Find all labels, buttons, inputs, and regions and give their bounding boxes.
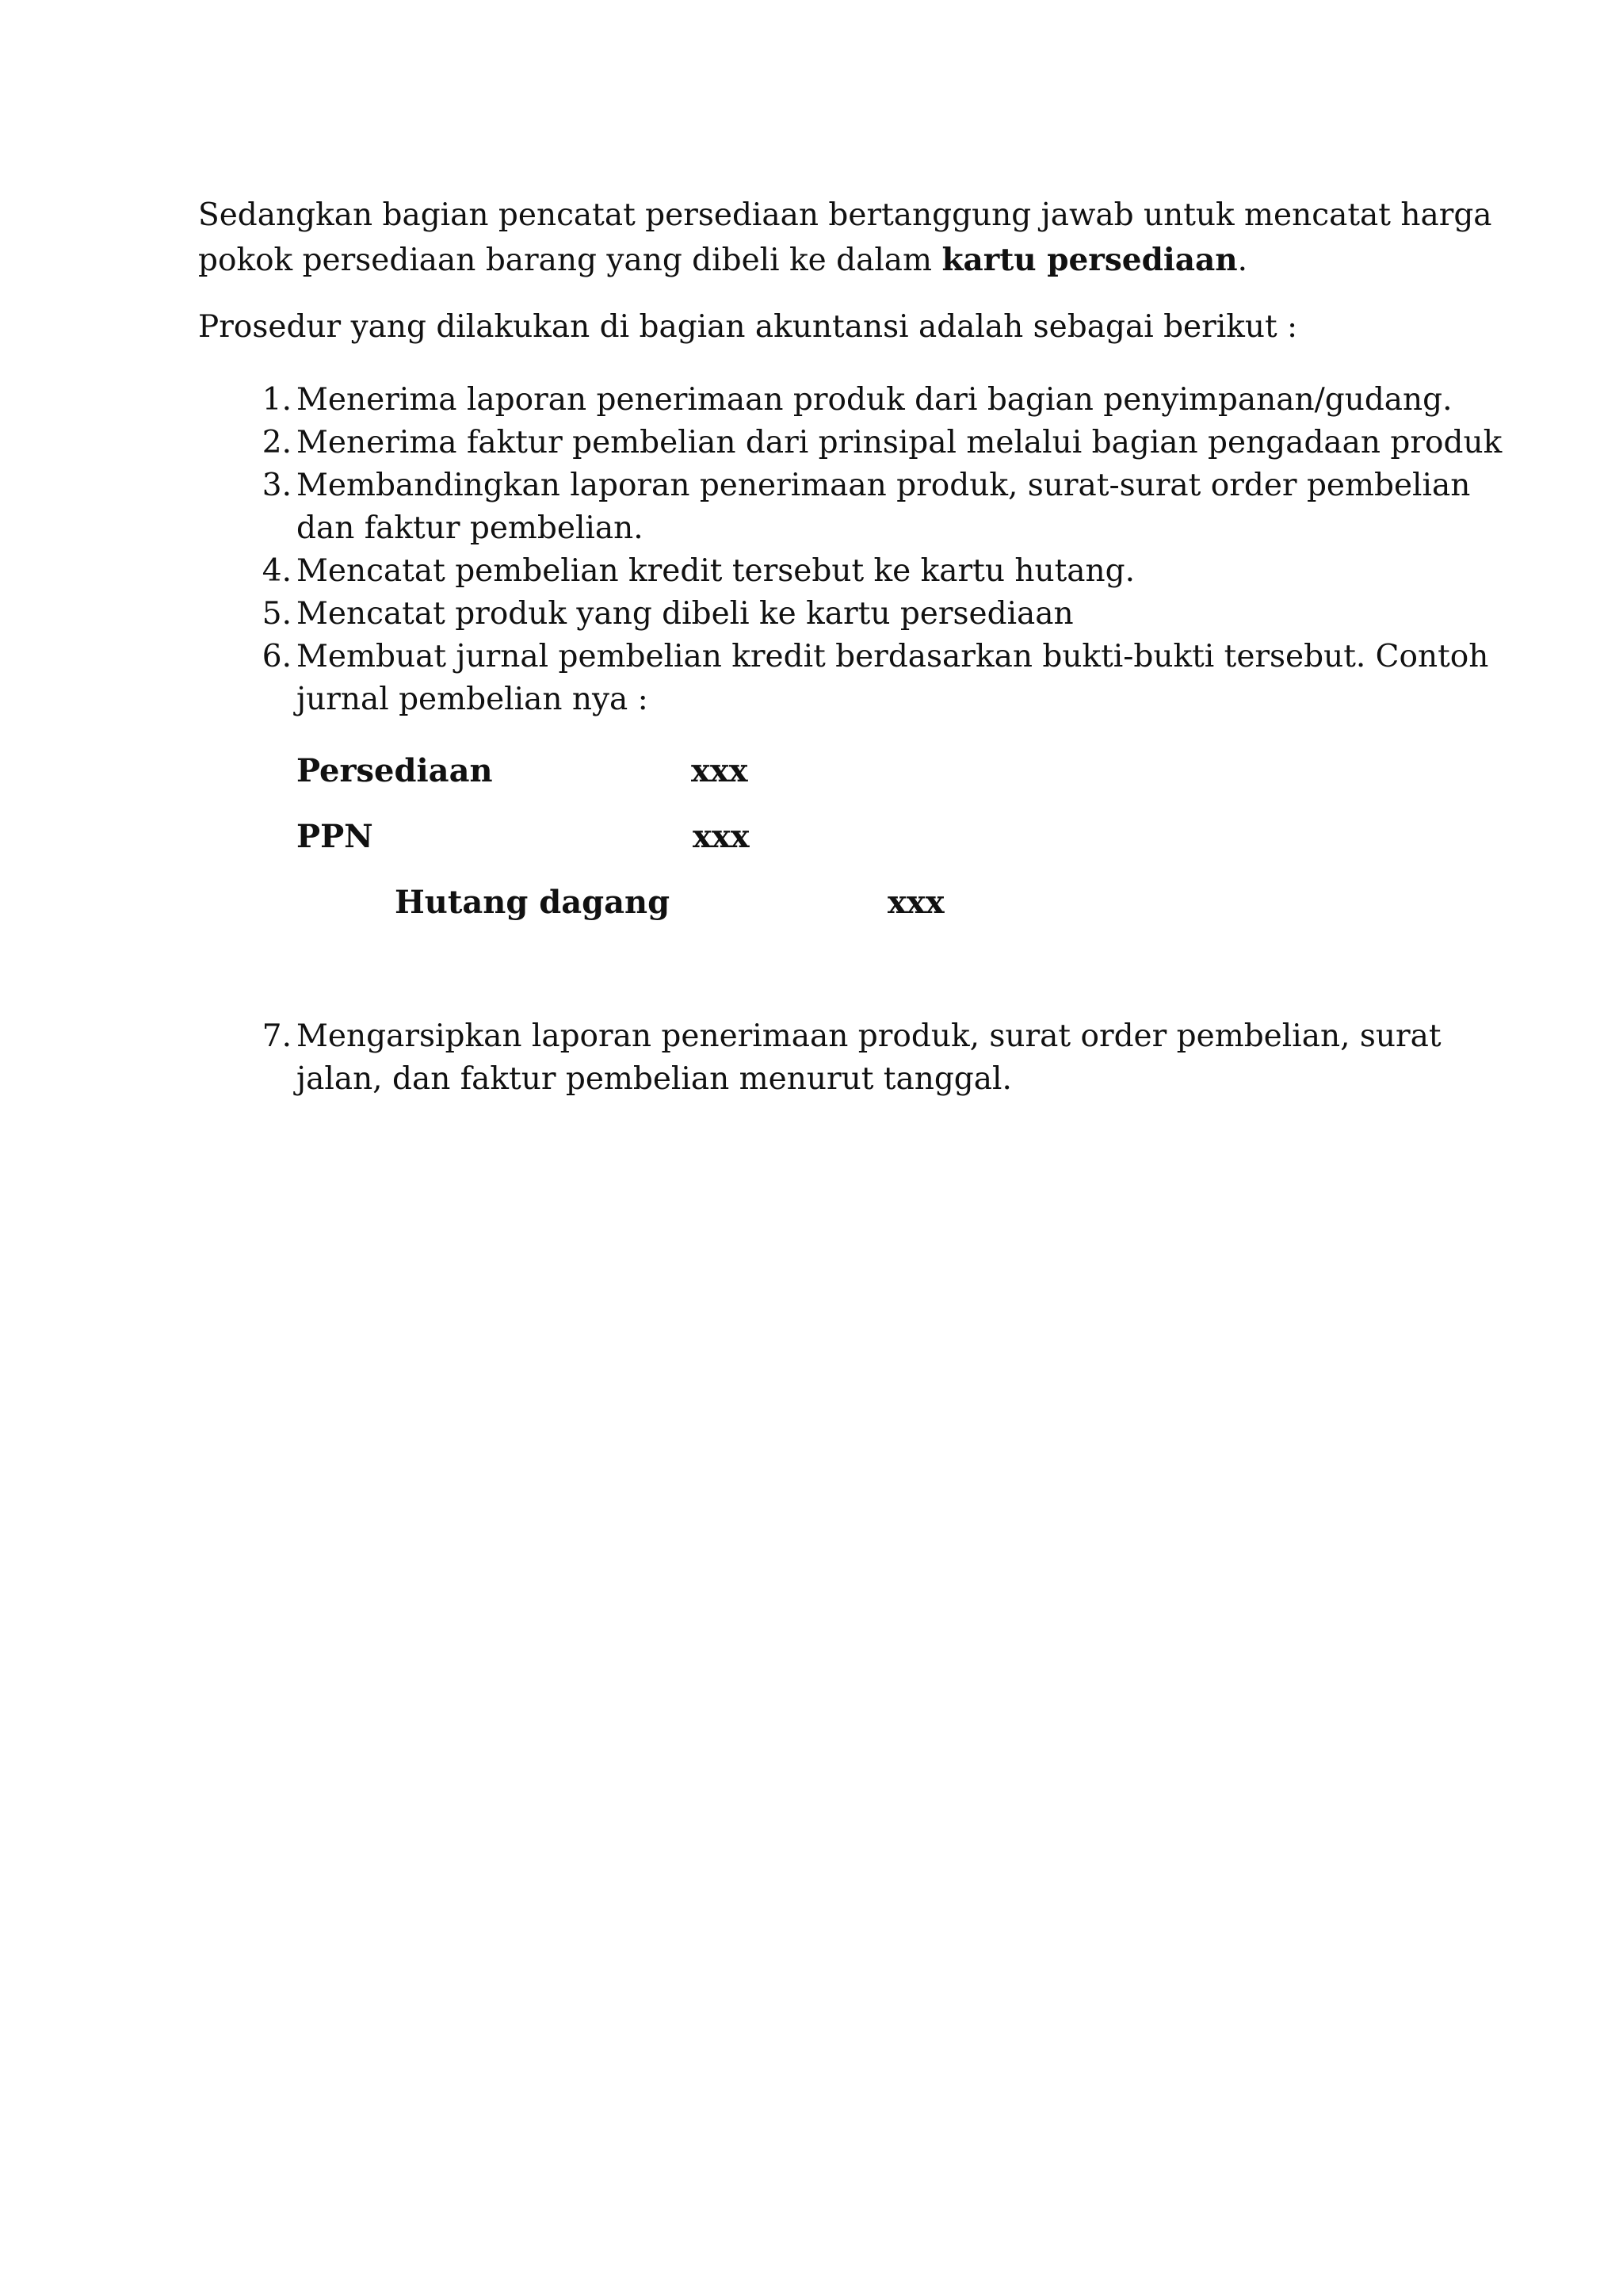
list-item-number: 7. <box>262 1018 292 1054</box>
intro-line-2-text: pokok persediaan barang yang dibeli ke dalam <box>198 243 942 278</box>
list-item-text <box>296 379 1453 422</box>
list-item-line: Mengarsipkan laporan penerimaan produk, surat order pembelian, surat <box>296 1018 1442 1054</box>
journal-account-persediaan: Persediaan <box>296 752 493 789</box>
list-item-number: 4. <box>262 553 292 589</box>
kartu-persediaan-bold: kartu persediaan <box>941 242 1238 278</box>
list-item-line: jalan, dan faktur pembelian menurut tanggal. <box>296 1061 1012 1097</box>
list-item-line: Menerima laporan penerimaan produk dari bagian penyimpanan/gudang. <box>296 382 1453 418</box>
journal-debit-ppn: xxx <box>693 818 750 855</box>
journal-debit-persediaan: xxx <box>691 752 748 789</box>
list-item-line: Menerima faktur pembelian dari prinsipal melalui bagian pengadaan produk <box>296 425 1503 460</box>
list-item-text <box>296 1015 1453 1101</box>
list-item-line: Mencatat produk yang dibeli ke kartu persediaan <box>296 596 1074 632</box>
journal-account-hutang-dagang: Hutang dagang <box>395 884 670 921</box>
procedure-intro-text: Prosedur yang dilakukan di bagian akuntansi adalah sebagai berikut : <box>198 309 1298 345</box>
list-item-text <box>296 464 1471 550</box>
intro-line-2-period: . <box>1237 243 1248 278</box>
list-item-line: Membuat jurnal pembelian kredit berdasarkan bukti-bukti tersebut. Contoh <box>296 639 1489 674</box>
list-item-number: 1. <box>262 382 292 418</box>
intro-line-1: Sedangkan bagian pencatat persediaan bertanggung jawab untuk mencatat harga <box>198 197 1492 233</box>
list-item-number: 5. <box>262 596 292 632</box>
procedure-intro <box>198 305 1434 350</box>
journal-credit-hutang-dagang: xxx <box>888 884 945 921</box>
list-item-text <box>296 422 1503 464</box>
intro-line-2 <box>198 238 1434 283</box>
list-item-text <box>296 593 1453 636</box>
intro-paragraph <box>198 193 1492 283</box>
list-item-text <box>296 636 1489 721</box>
journal-account-ppn: PPN <box>296 818 373 855</box>
list-item-line: Mencatat pembelian kredit tersebut ke kartu hutang. <box>296 553 1135 589</box>
list-item-line: Membandingkan laporan penerimaan produk, surat-surat order pembelian <box>296 468 1471 503</box>
list-item-number: 6. <box>262 639 292 674</box>
list-item-number: 3. <box>262 468 292 503</box>
list-item-text <box>296 550 1453 593</box>
list-item-line: jurnal pembelian nya : <box>296 682 648 717</box>
list-item-line: dan faktur pembelian. <box>296 510 643 546</box>
list-item-number: 2. <box>262 425 292 460</box>
